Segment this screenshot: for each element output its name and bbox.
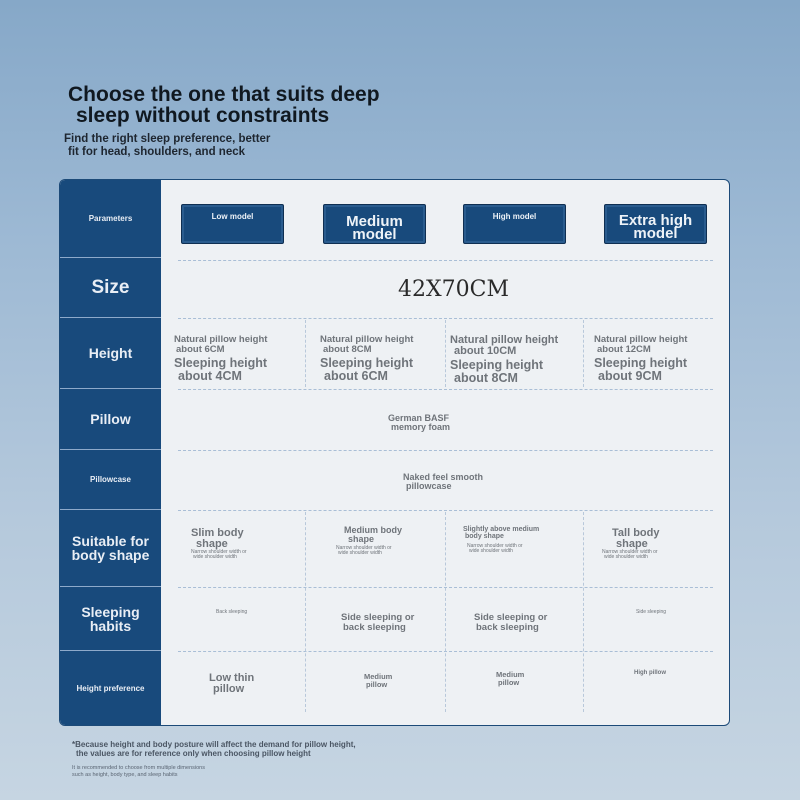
- body-shape-cell-medium: [336, 526, 402, 556]
- sleeping-height-value: about 4CM: [178, 368, 242, 383]
- sleeping-habit-line-2: back sleeping: [343, 621, 406, 633]
- row-label-suitable-line-2: body shape: [71, 547, 150, 563]
- height-preference-medium: [364, 673, 392, 688]
- row-label-size: Size: [60, 258, 161, 318]
- row-label-sleeping-line-1: Sleeping: [81, 603, 140, 620]
- height-preference-line-1: Medium: [364, 672, 393, 681]
- footnote-disclaimer: [72, 740, 356, 758]
- height-preference-line-1: Medium: [496, 670, 525, 679]
- headline: [68, 84, 380, 126]
- body-shape-title-line-2: shape: [616, 538, 648, 550]
- body-shape-note-line-2: wide shoulder width: [338, 550, 382, 556]
- column-divider: [583, 512, 584, 712]
- column-divider: [305, 320, 306, 387]
- sleeping-habit-extra: Side sleeping: [636, 609, 667, 615]
- extra-high-model-line-2: model: [633, 225, 678, 242]
- row-label-height-preference: Height preference: [76, 684, 145, 693]
- pillowcase-value: [403, 473, 483, 491]
- natural-height-value: about 8CM: [323, 343, 372, 355]
- height-preference-high: [496, 671, 524, 686]
- pillowcase-line-1: Naked feel smooth: [403, 472, 484, 482]
- body-shape-cell-low: [191, 528, 247, 560]
- sleeping-height-label: Sleeping height: [174, 356, 268, 370]
- subheadline-line-2: fit for head, shoulders, and neck: [68, 145, 246, 158]
- row-label-suitable-body-shape: [60, 510, 161, 587]
- medium-model-line-2: model: [352, 226, 397, 243]
- column-divider: [445, 512, 446, 712]
- sleeping-habit-line-1: Side sleeping or: [341, 612, 415, 623]
- sleeping-habit-low: Back sleeping: [216, 609, 248, 615]
- footnote-line-1: *Because height and body posture will affect the demand for pillow height,: [72, 740, 356, 749]
- natural-height-value: about 12CM: [597, 343, 651, 355]
- height-cell-high: [450, 335, 558, 384]
- high-model-tab[interactable]: High model: [463, 204, 566, 244]
- medium-model-tab[interactable]: [323, 204, 426, 244]
- comparison-table: [59, 179, 730, 726]
- height-preference-line-1: Low thin: [209, 672, 255, 684]
- natural-height-value: about 10CM: [454, 345, 517, 357]
- body-shape-title-line-1: Slim body: [191, 527, 244, 539]
- size-value: 42X70CM: [398, 277, 510, 302]
- height-cell-medium: [320, 335, 413, 382]
- row-divider: [178, 260, 713, 261]
- pillowcase-line-2: pillowcase: [406, 481, 452, 491]
- row-label-height: Height: [60, 318, 161, 389]
- height-preference-line-2: pillow: [366, 679, 388, 689]
- footnote-recommendation: [72, 765, 205, 778]
- sleeping-height-value: about 9CM: [598, 368, 662, 383]
- column-divider: [445, 320, 446, 387]
- medium-model-line-1: Medium: [346, 213, 403, 230]
- sleeping-height-label: Sleeping height: [320, 356, 414, 370]
- body-shape-cell-high: [463, 526, 539, 554]
- body-shape-cell-extra: [602, 528, 659, 560]
- footnote-line-2: the values are for reference only when choosing pillow height: [76, 749, 311, 758]
- row-divider: [178, 510, 713, 511]
- low-model-tab[interactable]: Low model: [181, 204, 284, 244]
- height-preference-line-2: pillow: [213, 683, 245, 695]
- extra-high-model-tab[interactable]: [604, 204, 707, 244]
- row-label-suitable-line-1: Suitable for: [71, 533, 149, 549]
- sleeping-height-value: about 6CM: [324, 368, 388, 383]
- body-shape-note-line-2: wide shoulder width: [604, 554, 648, 560]
- sleeping-habit-high: [474, 613, 547, 632]
- height-cell-low: [174, 335, 267, 382]
- height-cell-extra: [594, 335, 687, 382]
- column-divider: [583, 320, 584, 387]
- row-divider: [178, 318, 713, 319]
- headline-line-1: Choose the one that suits deep: [68, 83, 380, 106]
- body-shape-note-line-1: Narrow shoulder width or: [602, 549, 658, 555]
- natural-height-value: about 6CM: [176, 343, 225, 355]
- subheadline: [64, 133, 270, 158]
- body-shape-title-line-1: Tall body: [612, 527, 660, 539]
- natural-height-label: Natural pillow height: [450, 334, 559, 346]
- row-label-pillow: Pillow: [60, 389, 161, 450]
- natural-height-label: Natural pillow height: [594, 334, 688, 345]
- height-preference-low: [209, 673, 254, 695]
- body-shape-note-line-2: wide shoulder width: [193, 554, 237, 560]
- sleeping-height-label: Sleeping height: [450, 358, 544, 372]
- pillow-material-line-2: memory foam: [391, 422, 451, 432]
- pillow-material-value: [388, 414, 450, 432]
- row-divider: [178, 450, 713, 451]
- row-header-column: [60, 180, 161, 725]
- body-shape-title-line-2: shape: [348, 534, 375, 544]
- footnote-line-4: such as height, body type, and sleep habits: [72, 771, 178, 778]
- sleeping-habit-medium: [341, 613, 414, 632]
- body-shape-title-line-2: shape: [196, 538, 228, 550]
- row-label-sleeping-line-2: habits: [89, 617, 132, 634]
- body-shape-title-line-2: body shape: [465, 533, 504, 540]
- extra-high-model-line-1: Extra high: [618, 212, 693, 229]
- row-label-parameters: Parameters: [60, 180, 161, 258]
- subheadline-line-1: Find the right sleep preference, better: [64, 133, 271, 145]
- sleeping-height-value: about 8CM: [454, 370, 518, 385]
- body-shape-note-line-1: Narrow shoulder width or: [191, 549, 247, 555]
- height-preference-extra: High pillow: [634, 670, 666, 676]
- pillow-material-line-1: German BASF: [388, 413, 450, 423]
- row-label-sleeping-habits: [60, 587, 161, 651]
- column-divider: [305, 512, 306, 712]
- height-preference-line-2: pillow: [498, 677, 520, 687]
- row-divider: [178, 389, 713, 390]
- natural-height-label: Natural pillow height: [174, 334, 268, 345]
- body-shape-note-line-2: wide shoulder width: [469, 548, 513, 554]
- sleeping-habit-line-2: back sleeping: [476, 621, 539, 633]
- footnote-line-3: It is recommended to choose from multiple dimensions: [72, 765, 205, 771]
- natural-height-label: Natural pillow height: [320, 334, 414, 345]
- row-label-pillowcase: Pillowcase: [60, 450, 161, 510]
- body-shape-note-line-1: Narrow shoulder width or: [467, 543, 523, 549]
- headline-line-2: sleep without constraints: [76, 104, 330, 127]
- sleeping-height-label: Sleeping height: [594, 356, 688, 370]
- body-shape-note-line-1: Narrow shoulder width or: [336, 545, 392, 551]
- body-shape-title-line-1: Slightly above medium: [463, 526, 540, 533]
- sleeping-habit-line-1: Side sleeping or: [474, 612, 548, 623]
- body-shape-title-line-1: Medium body: [344, 525, 402, 535]
